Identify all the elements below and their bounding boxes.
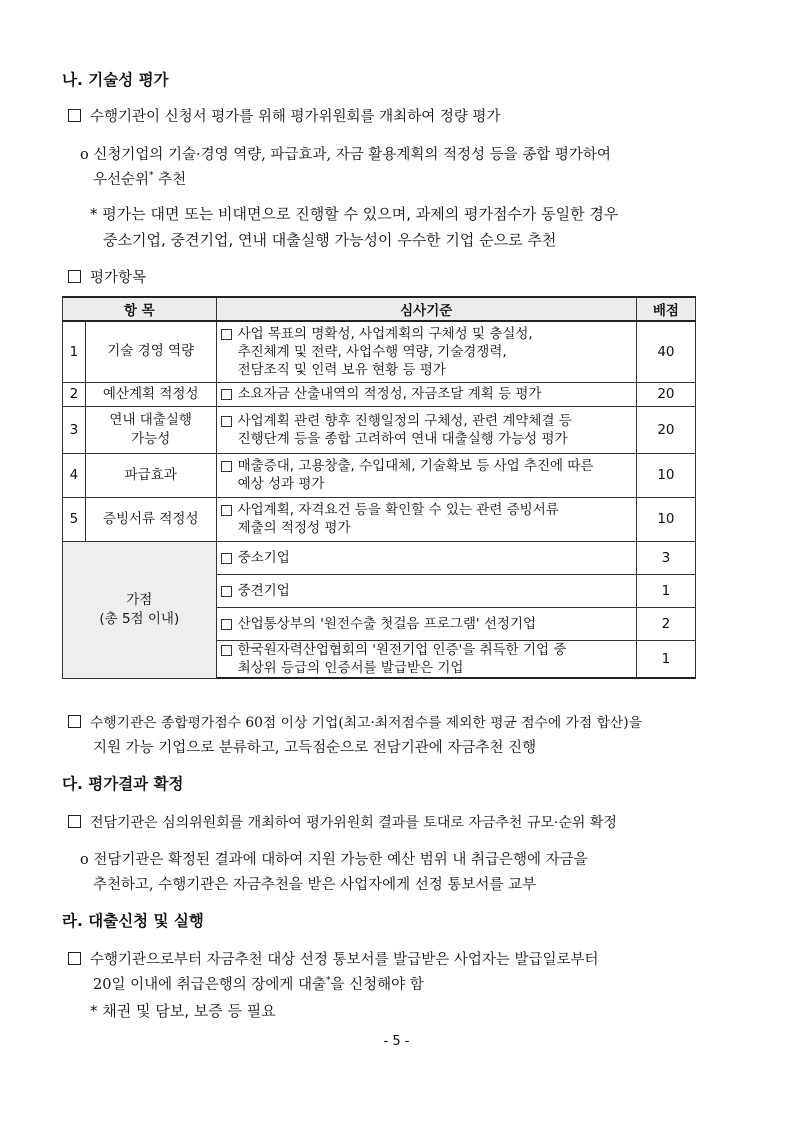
- paragraph-classification-line1: 수행기관은 종합평가점수 60점 이상 기업(최고·최저점수를 제외한 평균 점수에 가점 합산)을: [68, 711, 642, 731]
- checkbox-icon: [221, 329, 232, 340]
- paragraph-priority-line2: 우선순위* 추천: [93, 171, 187, 188]
- page-number: - 5 -: [383, 1034, 410, 1049]
- checkbox-bullet-icon: [68, 815, 81, 828]
- checkbox-icon: [221, 461, 232, 472]
- note-line2: 중소기업, 중견기업, 연내 대출실행 가능성이 우수한 기업 순으로 추천: [103, 231, 557, 249]
- paragraph-confirmation: 전담기관은 심의위원회를 개최하여 평가위원회 결과를 토대로 자금추천 규모·순위 확정: [68, 812, 617, 832]
- loan-note: * 채권 및 담보, 보증 등 필요: [90, 1002, 276, 1020]
- paragraph-priority-line1: o 신청기업의 기술·경영 역량, 파급효과, 자금 활용계획의 적정성 등을 종합 평가하여: [80, 147, 611, 163]
- checkbox-bullet-icon: [68, 952, 81, 965]
- section-title-na: 나. 기술성 평가: [62, 71, 169, 89]
- paragraph-classification-line2: 지원 가능 기업으로 분류하고, 고득점순으로 전담기관에 자금추천 진행: [93, 740, 537, 756]
- checkbox-icon: [221, 416, 232, 427]
- table-row: 2 예산계획 적정성 소요자금 산출내역의 적정성, 자금조달 계획 등 평가 20: [63, 382, 696, 406]
- checkbox-icon: [221, 389, 232, 400]
- bonus-label: 가점 (총 5점 이내): [63, 541, 217, 678]
- section-title-da: 다. 평가결과 확정: [62, 775, 184, 793]
- table-row-bonus: 가점 (총 5점 이내) 중소기업 3: [63, 541, 696, 574]
- table-row: 3 연내 대출실행 가능성 사업계획 관련 향후 진행일정의 구체성, 관련 계약체결 등 진행단계 등을 종합 고려하여 연내 대출실행 가능성 평가 20: [63, 406, 696, 453]
- table-row-bonus: 산업통상부의 '원전수출 첫걸음 프로그램' 선정기업 2: [63, 607, 696, 640]
- checkbox-icon: [221, 586, 232, 597]
- checkbox-bullet-icon: [68, 270, 81, 283]
- paragraph-loan-line1: 수행기관으로부터 자금추천 대상 선정 통보서를 발급받은 사업자는 발급일로부터: [68, 948, 599, 969]
- checkbox-bullet-icon: [68, 109, 81, 122]
- table-header-row: [63, 297, 696, 321]
- table-row-bonus: 한국원자력산업협회의 '원전기업 인증'을 취득한 기업 중 최상위 등급의 인증서를 발급받은 기업 1: [63, 640, 696, 678]
- criteria-table: [62, 296, 696, 679]
- table-row: 4 파급효과 매출증대, 고용창출, 수입대체, 기술확보 등 사업 추진에 따른 예상 성과 평가 10: [63, 453, 696, 497]
- paragraph-evaluation: 수행기관이 신청서 평가를 위해 평가위원회를 개최하여 정량 평가: [68, 105, 500, 126]
- table-row: 1 기술 경영 역량 사업 목표의 명확성, 사업계획의 구체성 및 충실성, 추진체계 및 전략, 사업수행 역량, 기술경쟁력, 전담조직 및 인력 보유 현황 등 평가 40: [63, 321, 696, 382]
- checkbox-bullet-icon: [68, 715, 81, 728]
- paragraph-recommend-line1: o 전담기관은 확정된 결과에 대하여 지원 가능한 예산 범위 내 취급은행에 자금을: [80, 852, 588, 868]
- table-row: 5 증빙서류 적정성 사업계획, 자격요건 등을 확인할 수 있는 관련 증빙서류 제출의 적정성 평가 10: [63, 497, 696, 541]
- section-title-ra: 라. 대출신청 및 실행: [62, 912, 204, 930]
- checkbox-icon: [221, 553, 232, 564]
- eval-items-heading: 평가항목: [68, 266, 146, 287]
- table-row-bonus: 중견기업 1: [63, 574, 696, 607]
- header-criteria: 심사기준: [216, 297, 636, 321]
- checkbox-icon: [221, 505, 232, 516]
- checkbox-icon: [221, 645, 232, 656]
- paragraph-loan-line2: 20일 이내에 취급은행의 장에게 대출*을 신청해야 함: [93, 976, 424, 993]
- header-points: 배점: [636, 297, 695, 321]
- header-item: 항 목: [63, 297, 217, 321]
- note-line1: * 평가는 대면 또는 비대면으로 진행할 수 있으며, 과제의 평가점수가 동일한 경우: [90, 205, 619, 223]
- paragraph-recommend-line2: 추천하고, 수행기관은 자금추천을 받은 사업자에게 선정 통보서를 교부: [93, 877, 537, 893]
- checkbox-icon: [221, 619, 232, 630]
